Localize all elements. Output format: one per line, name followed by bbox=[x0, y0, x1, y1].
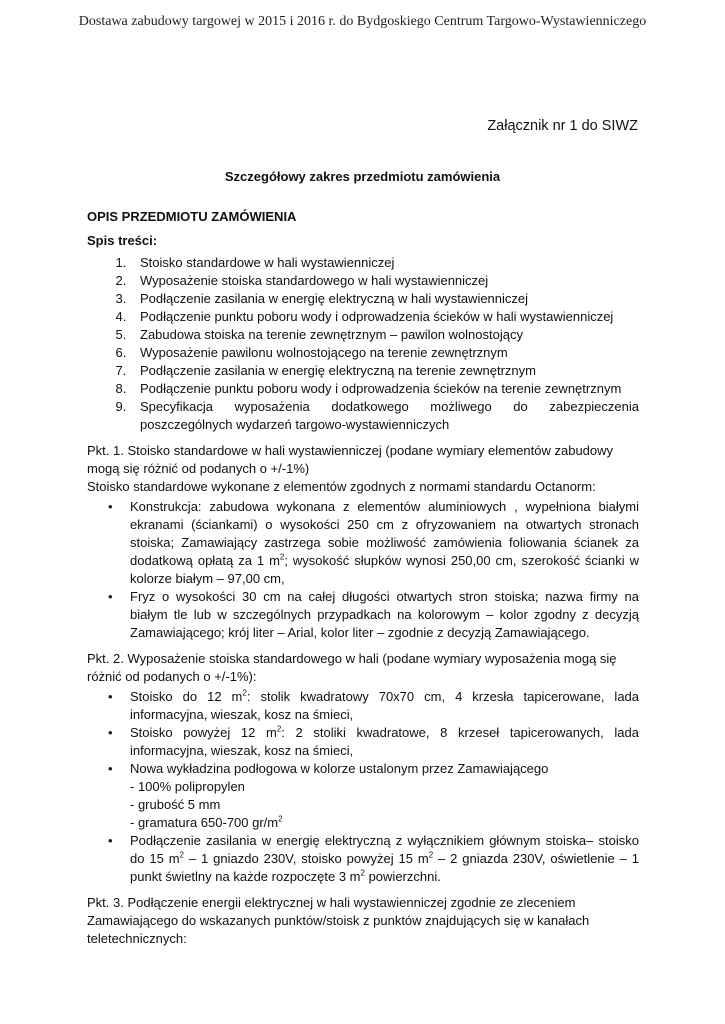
toc-item: 6. Wyposażenie pawilonu wolnostojącego na terenie zewnętrznym bbox=[130, 344, 639, 362]
list-item: • Podłączenie zasilania w energię elektryczną z wyłącznikiem głównym stoiska– stoisko do 15 $m^2 - 1$ gniazdo 230V, stoisko powyżej 15 $m^2 - 2$ gniazda 230V, oświetlenie – 1 punkt świetlny na każde rozpoczęte 3 $m^2$ powierzchni. bbox=[108, 833, 639, 884]
toc-item: 7. Podłączenie zasilania w energię elektryczną na terenie zewnętrznym bbox=[130, 362, 639, 380]
document-content bbox=[87, 208, 639, 948]
toc-item: 8. Podłączenie punktu poboru wody i odprowadzenia ścieków na terenie zewnętrznym bbox=[130, 380, 639, 398]
pkt3-intro: Pkt. 3. Podłączenie energii elektrycznej w hali wystawienniczej zgodnie ze zleceniem Zamawiającego do wskazanych punktów/stoisk z punktów znajdujących się w kanałach teletechnicznych: bbox=[87, 895, 590, 946]
section-title: OPIS PRZEDMIOTU ZAMÓWIENIA bbox=[87, 209, 297, 224]
page-header: Dostawa zabudowy targowej w 2015 i 2016 r. do Bydgoskiego Centrum Targowo-Wystawienniczego bbox=[78, 14, 647, 29]
pkt1-intro2: Stoisko standardowe wykonane z elementów zgodnych z normami standardu Octanorm: bbox=[87, 479, 596, 494]
annex-label: Załącznik nr 1 do SIWZ bbox=[487, 118, 638, 134]
toc-item: 3. Podłączenie zasilania w energię elektryczną w hali wystawienniczej bbox=[130, 290, 639, 308]
table-of-contents bbox=[87, 254, 639, 434]
list-item: • Fryz o wysokości 30 cm na całej długości otwartych stron stoiska; nazwa firmy na białym tle lub w szczególnych przypadkach na kolorowym – kolor zgodny z decyzją Zamawiającego; krój liter – Arial, kolor liter – zgodnie z decyzją Zamawiającego. bbox=[108, 589, 639, 640]
pkt2-bullets bbox=[87, 688, 639, 886]
bullet-icon: • bbox=[108, 499, 113, 514]
list-item: • Stoisko powyżej 12 $m^2$: 2 stoliki kwadratowe, 8 krzeseł tapicerowanych, lada informacyjna, wieszak, kosz na śmieci, bbox=[108, 724, 639, 758]
toc-item: 9. Specyfikacja wyposażenia dodatkowego możliwego do zabezpieczenia poszczególnych wydarzeń targowo-wystawienniczych bbox=[130, 398, 639, 434]
bullet-icon: • bbox=[108, 833, 113, 848]
toc-item: 4. Podłączenie punktu poboru wody i odprowadzenia ścieków w hali wystawienniczej bbox=[130, 308, 639, 326]
toc-item: 2. Wyposażenie stoiska standardowego w hali wystawienniczej bbox=[130, 272, 639, 290]
pkt2-intro: Pkt. 2. Wyposażenie stoiska standardowego w hali (podane wymiary wyposażenia mogą się różnić od podanych o +/-1%): bbox=[87, 651, 617, 684]
toc-item: 1. Stoisko standardowe w hali wystawienniczej bbox=[130, 254, 639, 272]
list-item: • Stoisko do 12 $m^2$: stolik kwadratowy 70x70 cm, 4 krzesła tapicerowane, lada informacyjna, wieszak, kosz na śmieci, bbox=[108, 688, 640, 722]
toc-title: Spis treści: bbox=[87, 233, 158, 248]
bullet-icon: • bbox=[108, 725, 113, 740]
pkt1-bullets bbox=[87, 498, 639, 642]
list-item: • Nowa wykładzina podłogowa w kolorze ustalonym przez Zamawiającego - 100% polipropylen - grubość 5 mm - gramatura 650-700 $gr/m^2$ bbox=[108, 761, 549, 830]
document-subtitle: Szczegółowy zakres przedmiotu zamówienia bbox=[224, 169, 501, 184]
list-item: • Konstrukcja: zabudowa wykonana z elementów aluminiowych , wypełniona białymi ekranami (ściankami) o wysokości 250 cm z ofryzowaniem na otwartych stronach stoiska; Zamawiający zastrzega sobie możliwość zamówienia foliowania ścianek za dodatkową opłatą za 1 $m^2$; wysokość słupków wynosi 250,00 cm, szerokość ścianki w kolorze białym – 97,00 cm, bbox=[108, 499, 639, 586]
bullet-icon: • bbox=[108, 689, 113, 704]
pkt1-intro: Pkt. 1. Stoisko standardowe w hali wystawienniczej (podane wymiary elementów zabudowy mogą się różnić od podanych o +/-1%) bbox=[87, 443, 614, 476]
toc-item: 5. Zabudowa stoiska na terenie zewnętrznym – pawilon wolnostojący bbox=[130, 326, 639, 344]
bullet-icon: • bbox=[108, 761, 113, 776]
bullet-icon: • bbox=[108, 589, 113, 604]
